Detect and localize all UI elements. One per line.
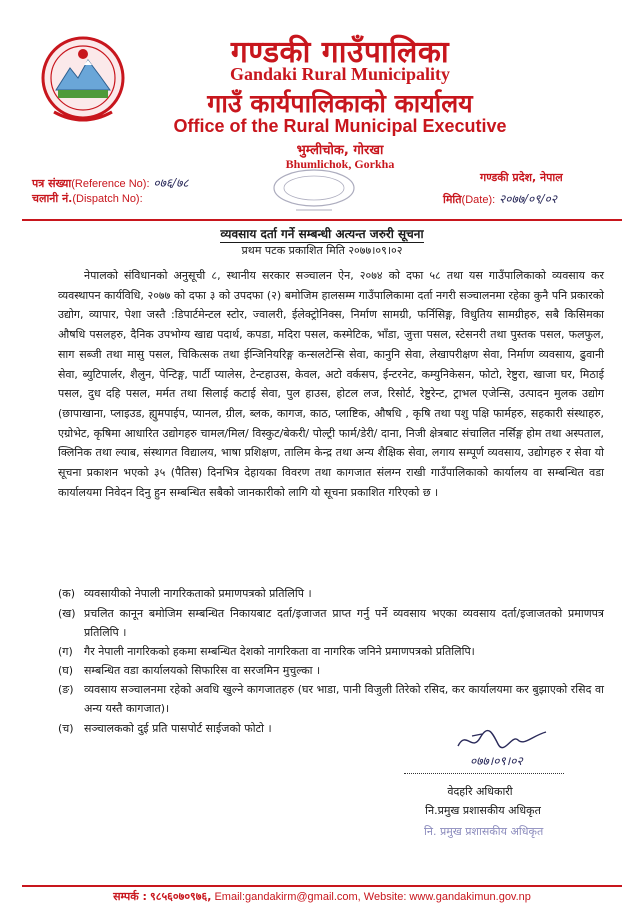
- requirement-text: व्यवसायीको नेपाली नागरिकताको प्रमाणपत्रको प्रतिलिपि ।: [84, 587, 312, 600]
- letterhead-english-office: Office of the Rural Municipal Executive: [173, 116, 507, 136]
- date-label-nepali: मिति: [443, 193, 462, 206]
- date-label-english: (Date):: [461, 194, 496, 206]
- signatory-designation: नि.प्रमुख प्रशासकीय अधिकृत: [425, 804, 541, 817]
- footer-divider: [22, 885, 622, 887]
- reference-number-value: ०७६/७८: [153, 176, 189, 190]
- requirement-text: सञ्चालकको दुई प्रति पासपोर्ट साईजको फोटो ।: [84, 722, 272, 735]
- signature-line: [404, 773, 564, 774]
- requirement-item: [58, 680, 604, 718]
- office-stamp: नि. प्रमुख प्रशासकीय अधिकृत: [424, 825, 544, 838]
- date-row: [443, 190, 557, 207]
- letterhead-english-address: Bhumlichok, Gorkha: [285, 157, 395, 171]
- footer-email: Email:gandakirm@gmail.com,: [214, 891, 361, 903]
- letterhead-nepali-office: गाउँ कार्यपालिकाको कार्यालय: [207, 89, 473, 118]
- requirement-marker: (च): [58, 722, 74, 735]
- signature-date: ०७७।०९।०२: [470, 754, 523, 768]
- footer-contact: [0, 889, 644, 904]
- requirement-text: व्यवसाय सञ्चालनमा रहेको अवधि खुल्ने कागजातहरु (घर भाडा, पानी विजुली तिरेको रसिद, कर कार्यालयमा कर बुझाएको रसिद वा अन्य यस्तै कागजात)।: [84, 683, 604, 715]
- municipal-emblem-icon: [40, 32, 126, 128]
- requirement-text: प्रचलित कानून बमोजिम सम्बन्धित निकायबाट दर्ता/इजाजत प्राप्त गर्नु पर्ने व्यवसाय भएका व्यवसाय दर्ता/इजाजतको प्रमाणपत्र प्रतिलिपि ।: [84, 607, 604, 639]
- reference-label-nepali: पत्र संख्या: [32, 177, 72, 190]
- dispatch-label-english: (Dispatch No):: [72, 193, 143, 205]
- dispatch-number-row: [32, 191, 143, 206]
- requirement-text: गैर नेपाली नागरिकको हकमा सम्बन्धित देशको नागरिकता वा नागरिक जनिने प्रमाणपत्रको प्रतिलिपि।: [84, 645, 475, 658]
- requirement-marker: (ग): [58, 645, 73, 658]
- requirement-marker: (क): [58, 587, 76, 600]
- dispatch-stamp-icon: [268, 166, 360, 214]
- letterhead-nepali-address: भुम्लीचोक, गोरखा: [296, 143, 384, 158]
- requirement-marker: (ङ): [58, 683, 74, 696]
- requirement-text: सम्बन्धित वडा कार्यालयको सिफारिस वा सरजमिन मुचुल्का ।: [84, 664, 321, 677]
- requirement-item: [58, 661, 604, 680]
- date-value: २०७७/०९/०२: [499, 192, 558, 206]
- requirement-marker: (ख): [58, 607, 76, 620]
- requirement-item: [58, 642, 604, 661]
- header-divider: [22, 219, 622, 221]
- signature-stroke-icon: [452, 728, 552, 754]
- footer-phone: ९८५६०७०९७६,: [150, 890, 212, 903]
- requirement-item: [58, 604, 604, 642]
- footer-contact-label: सम्पर्क :: [113, 890, 147, 903]
- first-published-date: प्रथम पटक प्रकाशित मिति २०७७।०९।०२: [241, 244, 403, 257]
- requirement-marker: (घ): [58, 664, 74, 677]
- notice-body-paragraph: नेपालको संविधानको अनुसूची ८, स्थानीय सरकार सञ्चालन ऐन, २०७४ को दफा ५८ तथा यस गाउँपालिकाको व्यवसाय कर व्यवस्थापन कार्यविधि, २०७७ को दफा ३ को उपदफा (२) बमोजिम हालसम्म गाउँपालिकामा दर्ता नगरी सञ्चालनमा रहेका कुनै पनि प्रकारको उद्योग, व्यापार, पेशा जस्तै :डिपार्टमेन्टल स्टोर, ज्वालरी, ईलेक्ट्रोनिक्स, निर्माण सामग्री, फर्निसिङ्ग, विधुतिय सामग्रीहरु, सबै किसिमका औषधि पसलहरु, दैनिक उपभोग्य खाद्य पदार्थ, कपडा, मदिरा पसल, कस्मेटिक, भाँडा, जुत्ता पसल, स्टेसनरी तथा पुस्तक पसल, फलफुल, साग सब्जी तथा मासु पसल, चिकित्सक तथा ईन्जिनियरिङ्ग कन्सलटेन्सि सेवा, कानुनि सेवा, लेखापरीक्षण सेवा, निर्माण व्यवसाय, ढुवानी सेवा, ब्युटिपार्लर, शैलुन, पेन्टिङ्ग, पार्टी प्यालेस, टेन्टहाउस, केवल, अटो वर्कसप, ईन्टरनेट, कम्युनिकेसन, फोटो, रेष्टुरा, खाजा घर, मिठाई पसल, दुध दहि पसल, मर्मत तथा सिलाई कटाई सेवा, पुल हाउस, होटल लज, रिसोर्ट, रेष्टुरेन्ट, ट्राभल एजेन्सि, उत्पादन मुलक उद्योग (छापाखाना, प्लाइउड, ह्युमपाईप, प्यानल, ग्रील, ब्लक, कागज, काठ, प्लाष्टिक, औषधि , कृषि तथा पशु पक्षि फार्महरु, सहकारी संस्थाहरु, एग्रोभेट, कृषिमा आधारित उद्योगहरु चामल/मिल/ विस्कुट/बेकरी/ पोल्ट्री फार्म/डेरी/ दाना, निजी क्षेत्रबाट संचालित नर्सिङ्ग होम तथा अस्पताल, क्लिनिक तथा ल्याब, संस्थागत विद्यालय, भाषा प्रशिक्षण, तालिम केन्द्र तथा अन्य शैक्षिक सेवा, लगाय सम्पूर्ण व्यवसाय, उद्योगहरु र सेवा यो सूचना प्रकाशन भएको ३५ (पैतिस) दिनभित्र देहायका विवरण तथा कागजात संलग्न राखी गाउँपालिकाको कार्यालय वा सम्बन्धित वडा कार्यालयमा निवेदन दिनु हुन सम्बन्धित सबैको जानकारीको लागि यो सूचना प्रकाशित गरिएको छ ।: [58, 269, 604, 499]
- letterhead-nepali-title: गण्डकी गाउँपालिका: [230, 35, 450, 70]
- province-label: गण्डकी प्रदेश, नेपाल: [480, 171, 563, 184]
- dispatch-label-nepali: चलानी नं.: [32, 192, 73, 205]
- requirement-item: [58, 584, 604, 603]
- handwritten-signature: [452, 728, 552, 770]
- notice-title: [0, 225, 644, 242]
- footer-website: Website: www.gandakimun.gov.np: [363, 891, 531, 903]
- reference-label-english: (Reference No):: [71, 178, 150, 190]
- reference-number-row: [32, 174, 189, 191]
- letterhead-english-title: Gandaki Rural Municipality: [229, 64, 451, 84]
- signatory-name: वेदहरि अधिकारी: [447, 785, 513, 798]
- notice-title-text: व्यवसाय दर्ता गर्ने सम्बन्धी अत्यन्त जरुरी सूचना: [220, 227, 424, 241]
